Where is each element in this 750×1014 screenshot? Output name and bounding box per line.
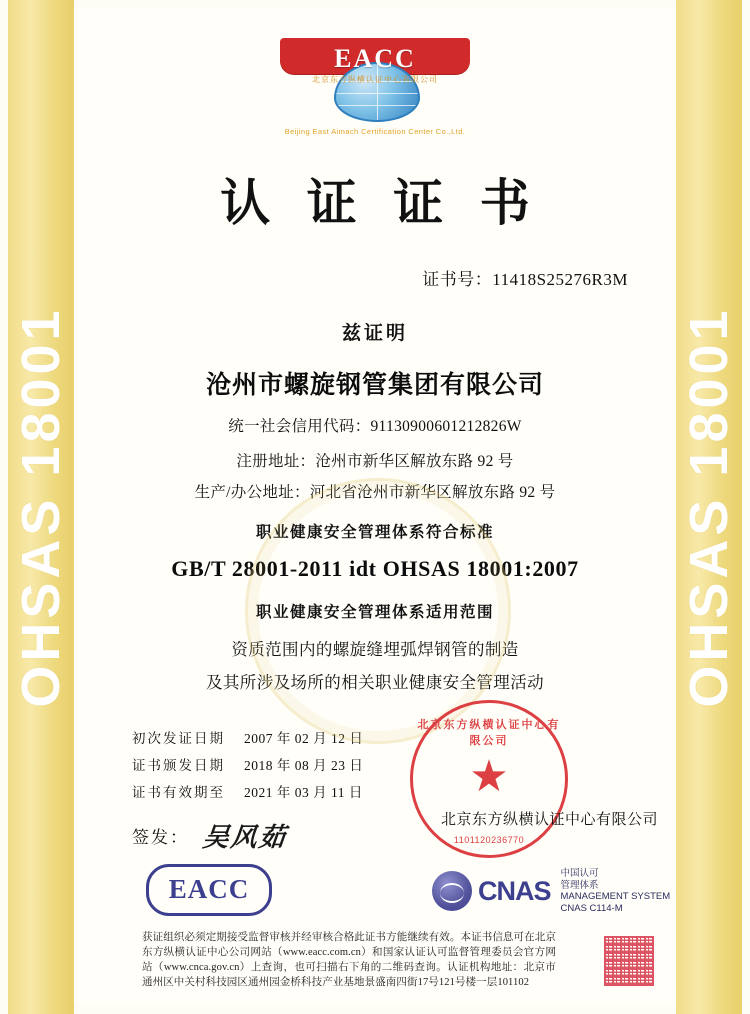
issuing-organization: 北京东方纵横认证中心有限公司 [440, 812, 658, 828]
production-address-line: 生产/办公地址：河北省沧州市新华区解放东路 92 号 [194, 484, 556, 501]
date-value: 2021 年 03 月 11 日 [244, 785, 363, 800]
globe-latitude [334, 93, 420, 94]
footnote-text: 获证组织必须定期接受监督审核并经审核合格此证书方能继续有效。本证书信息可在北京东方纵横认证中心公司网站（www.eacc.com.cn）和国家认证认可监督管理委员会官方网站（www.cnca.gov.cn）上查询，也可扫描右下角的二维码查询。认证机构地址：北京市通州区中关村科技园区通州园金桥科技产业基地景盛南四街17号121号楼一层101102 [142, 932, 556, 988]
globe-latitude [334, 105, 420, 106]
date-label: 证书颁发日期 [132, 758, 225, 773]
cnas-label: CNAS [478, 875, 551, 906]
scope-line-1: 资质范围内的螺旋缝埋弧焊钢管的制造 [231, 640, 519, 659]
signature-label: 签发： [132, 828, 189, 847]
side-band-left [8, 0, 74, 1014]
company-name: 沧州市螺旋钢管集团有限公司 [205, 372, 544, 399]
official-seal-stamp [410, 700, 568, 858]
registered-address-line: 注册地址：沧州市新华区解放东路 92 号 [236, 453, 514, 470]
standard-reference: GB/T 28001-2011 idt OHSAS 18001:2007 [171, 556, 579, 581]
cnas-line: MANAGEMENT SYSTEM [560, 891, 671, 902]
certificate-number [74, 265, 676, 290]
side-band-right-text: OHSAS 18001 [679, 306, 739, 708]
hereby-statement: 兹证明 [341, 323, 408, 344]
date-label: 证书有效期至 [132, 785, 225, 800]
scope-heading: 职业健康安全管理体系适用范围 [255, 604, 494, 621]
side-band-right [676, 0, 742, 1014]
qr-code-icon [604, 936, 654, 986]
side-band-left-text: OHSAS 18001 [11, 306, 71, 708]
cnas-line: 管理体系 [560, 879, 599, 891]
eacc-mark-icon: EACC [146, 864, 272, 916]
eacc-logo-icon [280, 32, 470, 138]
cnas-logo-icon [432, 871, 472, 911]
date-label: 初次发证日期 [132, 731, 225, 746]
seal-arc-bottom-text: 1101120236770 [453, 835, 525, 845]
dates-block [74, 727, 676, 801]
logo-arc-text: Beijing East Aimach Certification Center Co.,Ltd. [284, 127, 466, 136]
certificate-body [74, 8, 676, 1006]
certificate-number-value: 11418S25276R3M [492, 270, 628, 289]
logo-chinese-text: 北京东方纵横认证中心有限公司 [312, 75, 438, 84]
date-row [132, 781, 676, 801]
accreditation-marks [74, 864, 676, 924]
cnas-description [561, 868, 671, 914]
logo-area [74, 8, 676, 143]
scope-line-2: 及其所涉及场所的相关职业健康安全管理活动 [206, 673, 544, 692]
star-icon: ★ [469, 752, 509, 802]
date-row [132, 727, 676, 747]
cnas-line: CNAS C114-M [560, 902, 623, 914]
cnas-mark [432, 868, 670, 914]
signature-name: 吴风茹 [201, 823, 289, 852]
certificate-number-label: 证书号： [422, 270, 493, 289]
credit-code-line: 统一社会信用代码：91130900601212826W [228, 418, 522, 435]
main-content [74, 318, 676, 693]
date-value: 2018 年 08 月 23 日 [244, 758, 364, 773]
conformity-heading: 职业健康安全管理体系符合标准 [255, 524, 494, 541]
page-title: 认 证 证 书 [220, 175, 542, 231]
eacc-ribbon-label: EACC [334, 44, 416, 73]
date-row [132, 754, 676, 774]
cnas-line: 中国认可 [560, 868, 599, 879]
date-value: 2007 年 02 月 12 日 [244, 731, 364, 746]
seal-arc-top-text: 北京东方纵横认证中心有限公司 [417, 719, 561, 747]
